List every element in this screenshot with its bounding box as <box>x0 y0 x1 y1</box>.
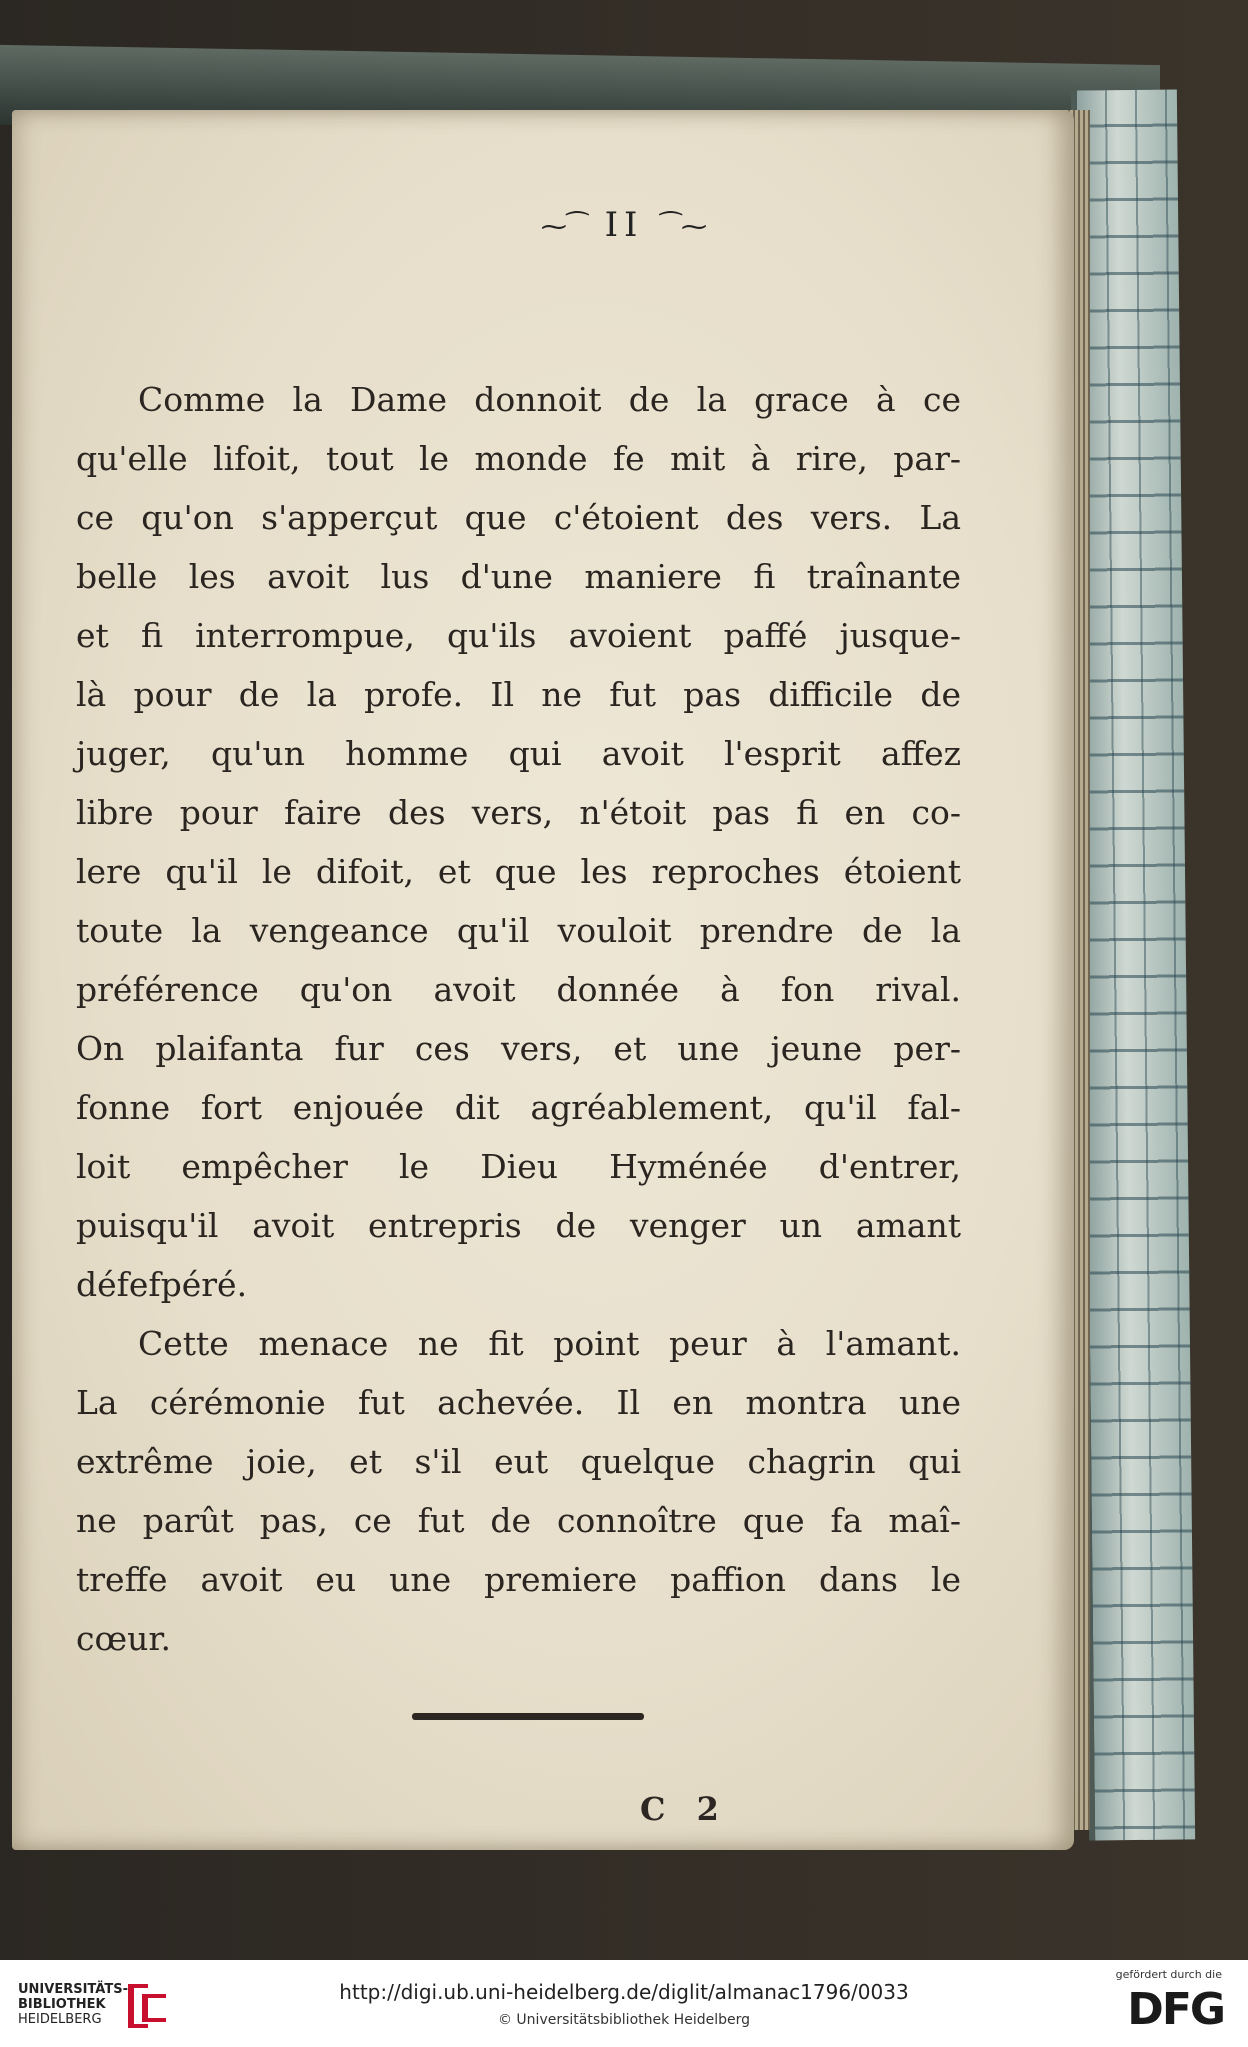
text-line: fonne fort enjouée dit agréablement, qu'il fal- <box>76 1088 961 1127</box>
library-name-line3: HEIDELBERG <box>18 2012 102 2027</box>
ornament-right: ⁀⁓ <box>660 212 708 242</box>
funding-label: gefördert durch die <box>1115 1968 1222 1981</box>
body-text <box>76 370 961 1668</box>
text-line: juger, qu'un homme qui avoit l'esprit affez <box>76 734 961 773</box>
page-number-heading <box>0 205 1248 245</box>
text-line: préférence qu'on avoit donnée à fon rival. <box>76 970 961 1009</box>
ornament-left: ⁓⁀ <box>540 212 588 242</box>
permalink-url[interactable]: http://digi.ub.uni-heidelberg.de/diglit/almanac1796/0033 <box>339 1980 909 2004</box>
viewer-footer <box>0 1960 1248 2047</box>
text-line: libre pour faire des vers, n'étoit pas fi en co- <box>76 793 961 832</box>
text-line: et fi interrompue, qu'ils avoient paffé jusque- <box>76 616 961 655</box>
library-name-line2: BIBLIOTHEK <box>18 1997 106 2012</box>
dfg-logo[interactable]: DFG <box>1127 1984 1224 2035</box>
text-line: ce qu'on s'apperçut que c'étoient des vers. La <box>76 498 961 537</box>
text-line: défefpéré. <box>76 1265 248 1304</box>
text-line: treffe avoit eu une premiere paffion dans le <box>76 1560 961 1599</box>
copyright-notice: © Universitätsbibliothek Heidelberg <box>497 2012 750 2028</box>
text-line: puisqu'il avoit entrepris de venger un amant <box>76 1206 961 1245</box>
text-line: cœur. <box>76 1619 172 1658</box>
text-line: belle les avoit lus d'une maniere fi traînante <box>76 557 961 596</box>
end-rule <box>412 1713 644 1720</box>
text-line: Cette menace ne fit point peur à l'amant. <box>138 1324 961 1363</box>
text-line: lere qu'il le difoit, et que les reproches étoient <box>76 852 961 891</box>
text-line: ne parût pas, ce fut de connoître que fa maî- <box>76 1501 961 1540</box>
text-line: là pour de la profe. Il ne fut pas difficile de <box>76 675 961 714</box>
text-line: qu'elle lifoit, tout le monde fe mit à rire, par- <box>76 439 961 478</box>
text-line: loit empêcher le Dieu Hyménée d'entrer, <box>76 1147 961 1186</box>
text-line: On plaifanta fur ces vers, et une jeune per- <box>76 1029 961 1068</box>
text-line: toute la vengeance qu'il vouloit prendre de la <box>76 911 961 950</box>
signature-mark: C 2 <box>640 1790 729 1828</box>
page-number: II <box>604 205 644 245</box>
text-line: extrême joie, et s'il eut quelque chagrin qui <box>76 1442 961 1481</box>
library-name-line1: UNIVERSITÄTS- <box>18 1982 128 1997</box>
text-line: Comme la Dame donnoit de la grace à ce <box>138 380 961 419</box>
text-line: La cérémonie fut achevée. Il en montra une <box>76 1383 961 1422</box>
